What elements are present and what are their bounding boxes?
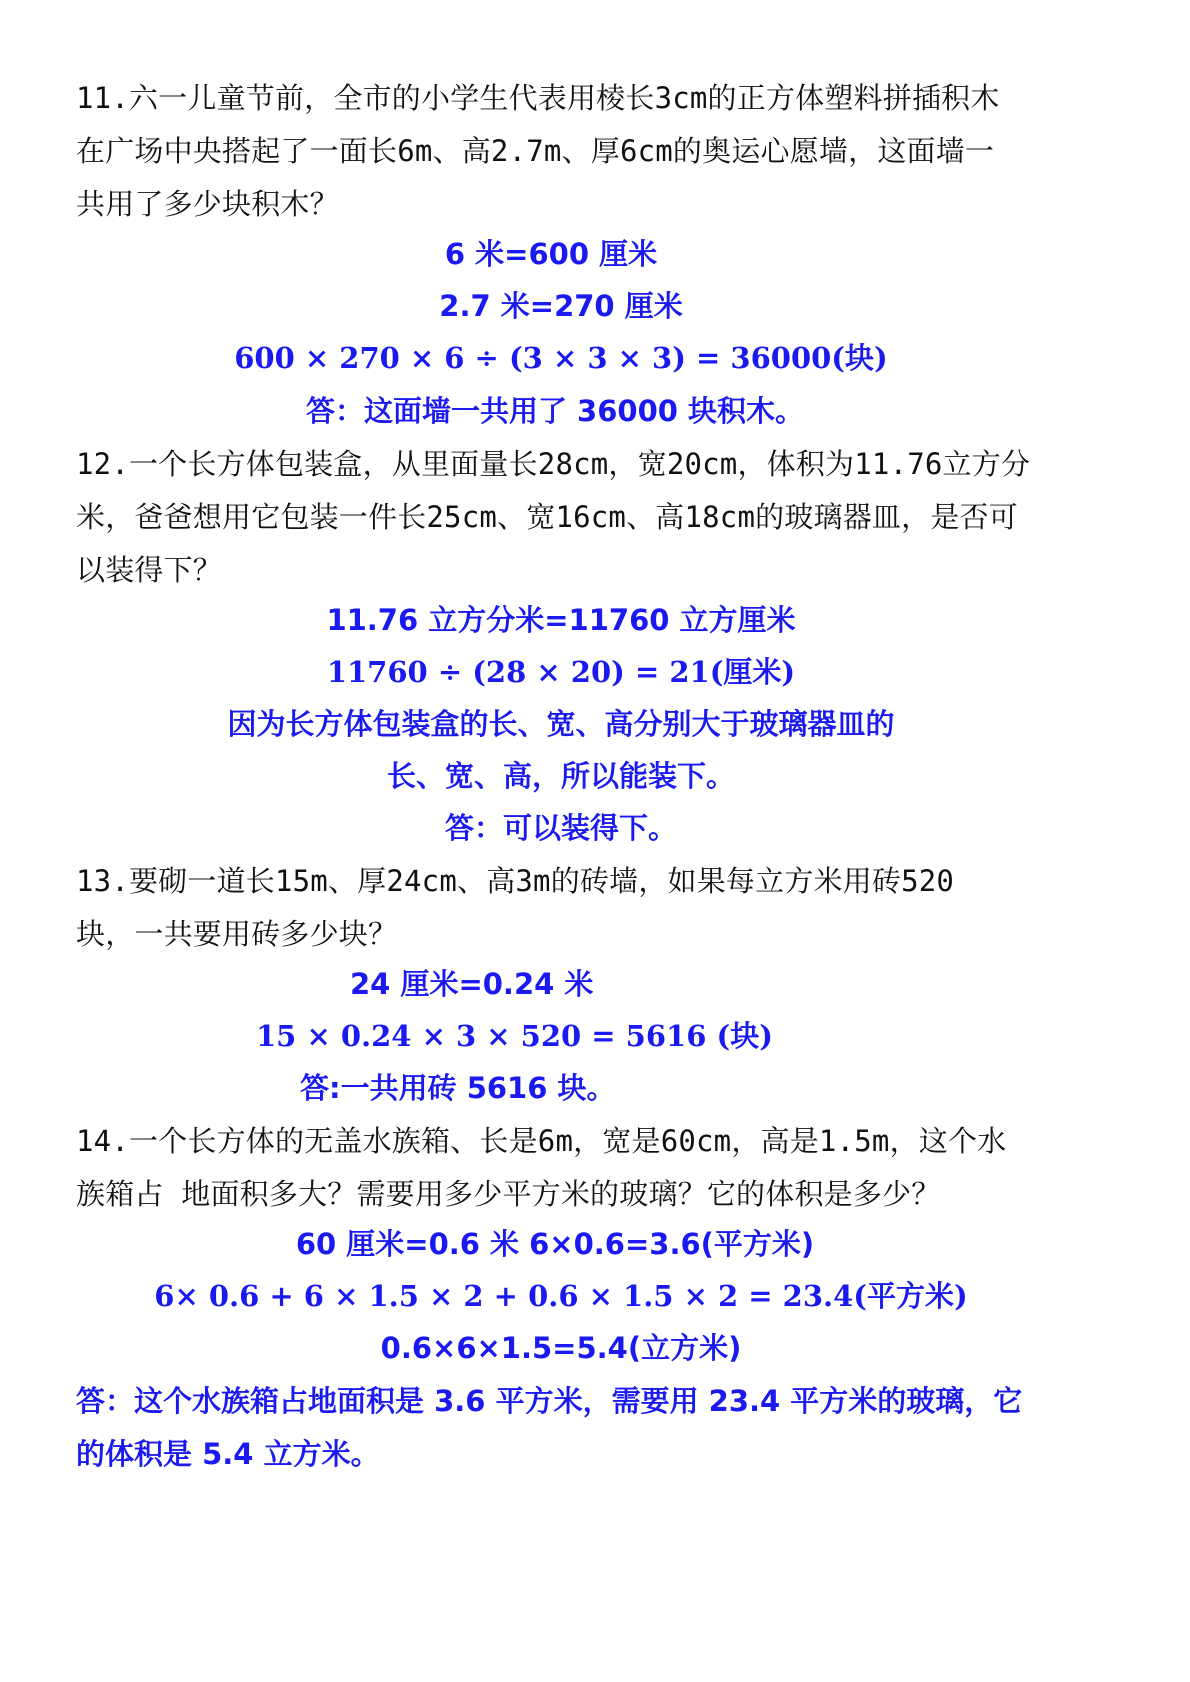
problem-14-area: 60 厘米=0.6 米 6×0.6=3.6(平方米) bbox=[295, 1227, 815, 1261]
problem-14-question-line-1: 14.一个长方体的无盖水族箱、长是6m，宽是60cm，高是1.5m，这个水 bbox=[76, 1124, 1007, 1158]
problem-11-conversion-2: 2.7 米=270 厘米 bbox=[439, 289, 683, 323]
problem-12-question-line-3: 以装得下？ bbox=[76, 553, 223, 587]
problem-14-answer-line-1: 答：这个水族箱占地面积是 3.6 平方米，需要用 23.4 平方米的玻璃，它 bbox=[76, 1384, 1023, 1418]
problem-14-volume: 0.6×6×1.5=5.4(立方米) bbox=[380, 1331, 742, 1365]
problem-11-question-line-1: 11.六一儿童节前，全市的小学生代表用棱长3cm的正方体塑料拼插积木 bbox=[76, 81, 1000, 115]
problem-13-answer: 答:一共用砖 5616 块。 bbox=[300, 1071, 616, 1105]
problem-11-answer: 答：这面墙一共用了 36000 块积木。 bbox=[305, 394, 805, 428]
problem-11-question-line-3: 共用了多少块积木？ bbox=[76, 187, 339, 221]
problem-13-question-line-1: 13.要砌一道长15m、厚24cm、高3m的砖墙，如果每立方米用砖520 bbox=[76, 864, 955, 898]
problem-12-question-line-1: 12.一个长方体包装盒，从里面量长28cm，宽20cm，体积为11.76立方分 bbox=[76, 447, 1031, 481]
problem-12-reason-line-2: 长、宽、高，所以能装下。 bbox=[386, 759, 735, 793]
problem-12-answer: 答：可以装得下。 bbox=[444, 811, 677, 845]
problem-14-question-line-2: 族箱占 地面积多大？需要用多少平方米的玻璃？它的体积是多少？ bbox=[76, 1177, 941, 1211]
problem-12-equation: 11760 ÷ (28 × 20) = 21(厘米) bbox=[326, 655, 796, 689]
problem-13-conversion: 24 厘米=0.24 米 bbox=[350, 967, 594, 1001]
problem-12-question-line-2: 米，爸爸想用它包装一件长25cm、宽16cm、高18cm的玻璃器皿，是否可 bbox=[76, 500, 1018, 534]
problem-14-glass-equation: 6× 0.6 + 6 × 1.5 × 2 + 0.6 × 1.5 × 2 = 23.4(平方米) bbox=[154, 1279, 968, 1313]
problem-12-conversion: 11.76 立方分米=11760 立方厘米 bbox=[326, 603, 796, 637]
problem-11-conversion-1: 6 米=600 厘米 bbox=[444, 237, 658, 271]
problem-11-question-line-2: 在广场中央搭起了一面长6m、高2.7m、厚6cm的奥运心愿墙，这面墙一 bbox=[76, 134, 995, 168]
problem-12-reason-line-1: 因为长方体包装盒的长、宽、高分别大于玻璃器皿的 bbox=[227, 707, 895, 741]
problem-11-equation: 600 × 270 × 6 ÷ (3 × 3 × 3) = 36000(块) bbox=[234, 341, 888, 375]
problem-14-answer-line-2: 的体积是 5.4 立方米。 bbox=[76, 1437, 380, 1471]
problem-13-equation: 15 × 0.24 × 3 × 520 = 5616 (块) bbox=[256, 1019, 773, 1053]
problem-13-question-line-2: 块，一共要用砖多少块？ bbox=[76, 917, 398, 951]
